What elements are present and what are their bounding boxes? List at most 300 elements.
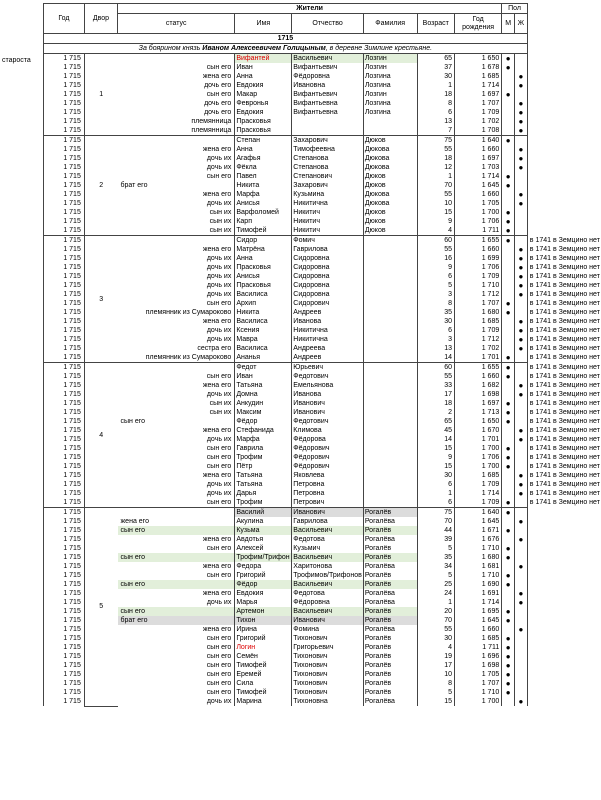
cell-fam [363, 453, 417, 462]
cell-fam: Рогалёв [363, 544, 417, 553]
cell-birth: 1 714 [455, 81, 502, 90]
cell-male: ● [502, 498, 515, 508]
cell-fam: Рогалёв [363, 607, 417, 616]
cell-male [502, 517, 515, 526]
cell-female: ● [515, 589, 528, 598]
cell-birth: 1 676 [455, 535, 502, 544]
table-row [44, 444, 601, 453]
cell-name: Ананья [235, 353, 292, 363]
cell-otch: Федотович [292, 417, 364, 426]
cell-status: жена его [120, 518, 149, 525]
cell-age: 3 [417, 290, 454, 299]
cell-male [502, 426, 515, 435]
cell-name: Ирина [235, 625, 292, 634]
cell-year: 1 715 [44, 208, 85, 217]
table-row [44, 72, 601, 81]
cell-age: 14 [417, 353, 454, 363]
cell-male: ● [502, 136, 515, 146]
cell-year: 1 715 [44, 625, 85, 634]
cell-note [527, 580, 601, 589]
cell-birth: 1 711 [455, 643, 502, 652]
cell-female: ● [515, 190, 528, 199]
cell-male: ● [502, 670, 515, 679]
table-row [44, 145, 601, 154]
residents-group-header: Жители [118, 4, 502, 14]
cell-note [527, 136, 601, 146]
cell-fam: Дюков [363, 181, 417, 190]
cell-age: 18 [417, 90, 454, 99]
cell-age: 5 [417, 281, 454, 290]
cell-female [515, 607, 528, 616]
cell-name: Федора [235, 562, 292, 571]
cell-note: в 1741 в Земцино нет [527, 236, 601, 246]
cell-male [502, 480, 515, 489]
cell-male [502, 263, 515, 272]
cell-fam: Рогалёва [363, 625, 417, 634]
cell-status: сестра его [197, 345, 232, 352]
cell-otch: Петрович [292, 498, 364, 508]
cell-status: сын его [206, 91, 232, 98]
cell-status: жена его [202, 318, 232, 325]
cell-dvor: 3 [84, 236, 117, 363]
cell-name: Трофим/Трифон [235, 553, 292, 562]
cell-fam: Лозгина [363, 81, 417, 90]
cell-age: 39 [417, 535, 454, 544]
cell-status: племянник из Сумароково [145, 354, 232, 361]
cell-year: 1 715 [44, 544, 85, 553]
cell-female: ● [515, 435, 528, 444]
cell-female: ● [515, 317, 528, 326]
cell-year: 1 715 [44, 607, 85, 616]
cell-year: 1 715 [44, 363, 85, 373]
cell-note [527, 688, 601, 697]
cell-age: 55 [417, 625, 454, 634]
table-row [44, 643, 601, 652]
sex-group-header: Пол [502, 4, 528, 14]
cell-note: в 1741 в Земцино нет [527, 489, 601, 498]
cell-name: Тихон [235, 616, 292, 625]
table-row [44, 245, 601, 254]
cell-male [502, 154, 515, 163]
cell-note [527, 526, 601, 535]
cell-birth: 1 640 [455, 136, 502, 146]
col-fam-header: Фамилия [363, 14, 417, 34]
cell-male [502, 589, 515, 598]
table-row [44, 154, 601, 163]
cell-female [515, 208, 528, 217]
cell-male [502, 326, 515, 335]
cell-note [527, 634, 601, 643]
cell-year: 1 715 [44, 652, 85, 661]
cell-birth: 1 707 [455, 299, 502, 308]
cell-birth: 1 698 [455, 390, 502, 399]
cell-status: сын его [206, 671, 232, 678]
cell-male: ● [502, 634, 515, 643]
table-row [44, 616, 601, 625]
cell-year: 1 715 [44, 308, 85, 317]
cell-note [527, 670, 601, 679]
cell-male: ● [502, 688, 515, 697]
cell-birth: 1 707 [455, 679, 502, 688]
cell-note: в 1741 в Земцино нет [527, 317, 601, 326]
cell-year: 1 715 [44, 661, 85, 670]
cell-name: Евдокия [235, 589, 292, 598]
cell-name: Варфоломей [235, 208, 292, 217]
cell-status: сын их [209, 209, 232, 216]
cell-status: дочь их [206, 490, 232, 497]
cell-male: ● [502, 408, 515, 417]
cell-name: Григорий [235, 634, 292, 643]
cell-female [515, 181, 528, 190]
cell-fam: Рогалёв [363, 661, 417, 670]
cell-otch: Андреев [292, 308, 364, 317]
cell-male: ● [502, 453, 515, 462]
cell-year: 1 715 [44, 399, 85, 408]
cell-name: Кузьма [235, 526, 292, 535]
cell-age: 75 [417, 136, 454, 146]
cell-birth: 1 660 [455, 245, 502, 254]
table-row [44, 181, 601, 190]
cell-name: Прасковья [235, 117, 292, 126]
cell-birth: 1 691 [455, 589, 502, 598]
table-row [44, 399, 601, 408]
cell-fam: Рогалёв [363, 553, 417, 562]
cell-year: 1 715 [44, 353, 85, 363]
cell-age: 12 [417, 163, 454, 172]
cell-fam: Дюков [363, 172, 417, 181]
col-year-header: Год [44, 4, 85, 34]
cell-status: жена его [202, 590, 232, 597]
cell-female [515, 661, 528, 670]
cell-age: 15 [417, 444, 454, 453]
cell-birth: 1 699 [455, 254, 502, 263]
cell-status: жена его [202, 146, 232, 153]
cell-otch: Ивановна [292, 81, 364, 90]
cell-male: ● [502, 553, 515, 562]
cell-male: ● [502, 643, 515, 652]
cell-otch: Фомич [292, 236, 364, 246]
cell-year: 1 715 [44, 199, 85, 208]
cell-fam [363, 426, 417, 435]
cell-age: 55 [417, 145, 454, 154]
cell-fam: Дюкова [363, 145, 417, 154]
cell-fam: Дюков [363, 217, 417, 226]
cell-note: в 1741 в Земцино нет [527, 308, 601, 317]
cell-status: дочь их [206, 264, 232, 271]
cell-name: Вифантей [235, 54, 292, 64]
cell-fam: Рогалёв [363, 571, 417, 580]
cell-male: ● [502, 54, 515, 64]
table-row [44, 453, 601, 462]
cell-dvor: 5 [84, 508, 117, 707]
cell-age: 30 [417, 634, 454, 643]
cell-birth: 1 695 [455, 607, 502, 616]
cell-fam [363, 489, 417, 498]
cell-otch: Фомина [292, 625, 364, 634]
cell-male [502, 199, 515, 208]
cell-name: Никита [235, 181, 292, 190]
cell-birth: 1 680 [455, 553, 502, 562]
cell-birth: 1 709 [455, 108, 502, 117]
cell-birth: 1 713 [455, 408, 502, 417]
cell-male: ● [502, 236, 515, 246]
cell-age: 8 [417, 679, 454, 688]
cell-female [515, 634, 528, 643]
cell-year: 1 715 [44, 562, 85, 571]
cell-otch: Степанова [292, 154, 364, 163]
cell-age: 5 [417, 688, 454, 697]
cell-name: Ксения [235, 326, 292, 335]
cell-otch: Андреева [292, 344, 364, 353]
cell-name: Тимофей [235, 226, 292, 236]
cell-female: ● [515, 390, 528, 399]
cell-female [515, 353, 528, 363]
cell-name: Татьяна [235, 381, 292, 390]
cell-birth: 1 696 [455, 652, 502, 661]
cell-otch: Никитич [292, 226, 364, 236]
cell-otch: Васильевич [292, 54, 364, 64]
cell-status: сын его [206, 445, 232, 452]
cell-age: 19 [417, 652, 454, 661]
cell-female [515, 616, 528, 625]
cell-year: 1 715 [44, 408, 85, 417]
cell-otch: Тихонович [292, 679, 364, 688]
cell-female [515, 571, 528, 580]
cell-birth: 1 706 [455, 453, 502, 462]
cell-year: 1 715 [44, 163, 85, 172]
cell-year: 1 715 [44, 281, 85, 290]
cell-otch: Кузьмина [292, 190, 364, 199]
cell-male: ● [502, 299, 515, 308]
table-row [44, 353, 601, 363]
cell-female [515, 63, 528, 72]
cell-status: дочь их [206, 336, 232, 343]
cell-status: дочь их [206, 155, 232, 162]
table-row [44, 480, 601, 489]
cell-note: в 1741 в Земцино нет [527, 344, 601, 353]
cell-fam: Рогалёва [363, 535, 417, 544]
cell-fam [363, 290, 417, 299]
cell-otch: Фёдорович [292, 462, 364, 471]
cell-year: 1 715 [44, 99, 85, 108]
table-row [44, 290, 601, 299]
cell-year: 1 715 [44, 679, 85, 688]
cell-otch: Сидорович [292, 299, 364, 308]
cell-age: 18 [417, 399, 454, 408]
table-row [44, 697, 601, 706]
cell-female [515, 679, 528, 688]
cell-male [502, 72, 515, 81]
cell-birth: 1 714 [455, 172, 502, 181]
cell-otch: Фёдорович [292, 444, 364, 453]
cell-note [527, 544, 601, 553]
cell-female: ● [515, 480, 528, 489]
cell-year: 1 715 [44, 190, 85, 199]
cell-age: 9 [417, 453, 454, 462]
cell-fam: Лозгин [363, 63, 417, 72]
cell-female [515, 54, 528, 64]
cell-fam: Дюкова [363, 199, 417, 208]
cell-name: Василиса [235, 344, 292, 353]
cell-name: Прасковья [235, 126, 292, 136]
cell-note: в 1741 в Земцино нет [527, 363, 601, 373]
cell-year: 1 715 [44, 553, 85, 562]
cell-age: 9 [417, 217, 454, 226]
cell-name: Макар [235, 90, 292, 99]
cell-fam: Рогалёв [363, 643, 417, 652]
table-row [44, 308, 601, 317]
cell-age: 6 [417, 480, 454, 489]
cell-fam: Лозгина [363, 108, 417, 117]
cell-note [527, 217, 601, 226]
cell-birth: 1 682 [455, 381, 502, 390]
cell-year: 1 715 [44, 517, 85, 526]
cell-otch: Федотович [292, 372, 364, 381]
cell-note [527, 126, 601, 136]
cell-birth: 1 685 [455, 634, 502, 643]
cell-year: 1 715 [44, 290, 85, 299]
cell-female [515, 399, 528, 408]
cell-note: в 1741 в Земцино нет [527, 444, 601, 453]
cell-male: ● [502, 652, 515, 661]
cell-age: 17 [417, 661, 454, 670]
cell-birth: 1 707 [455, 99, 502, 108]
cell-fam: Рогалёв [363, 688, 417, 697]
cell-fam: Рогалёва [363, 598, 417, 607]
table-row [44, 54, 601, 64]
cell-female [515, 670, 528, 679]
cell-name: Павел [235, 172, 292, 181]
cell-otch: Вифантьевич [292, 90, 364, 99]
cell-status: жена его [202, 73, 232, 80]
table-row [44, 462, 601, 471]
cell-birth: 1 671 [455, 526, 502, 535]
cell-male [502, 163, 515, 172]
cell-note: в 1741 в Земцино нет [527, 254, 601, 263]
cell-year: 1 715 [44, 670, 85, 679]
cell-fam [363, 408, 417, 417]
cell-otch: Петровна [292, 480, 364, 489]
cell-status: жена его [202, 563, 232, 570]
cell-note [527, 226, 601, 236]
cell-status: сын его [120, 418, 146, 425]
cell-note: в 1741 в Земцино нет [527, 498, 601, 508]
cell-age: 14 [417, 435, 454, 444]
cell-age: 9 [417, 263, 454, 272]
cell-birth: 1 700 [455, 697, 502, 706]
cell-otch: Фёдорович [292, 453, 364, 462]
cell-name: Мавра [235, 335, 292, 344]
table-row [44, 63, 601, 72]
cell-note [527, 571, 601, 580]
table-row [44, 508, 601, 518]
cell-status [118, 54, 235, 64]
cell-name: Григорий [235, 571, 292, 580]
cell-age: 70 [417, 181, 454, 190]
cell-status: племянница [191, 127, 232, 134]
cell-name: Тимофей [235, 688, 292, 697]
cell-note [527, 661, 601, 670]
table-row [44, 317, 601, 326]
cell-birth: 1 714 [455, 489, 502, 498]
cell-otch: Тихонович [292, 688, 364, 697]
cell-age: 10 [417, 199, 454, 208]
cell-fam: Рогалёв [363, 670, 417, 679]
cell-birth: 1 711 [455, 226, 502, 236]
cell-fam [363, 353, 417, 363]
cell-year: 1 715 [44, 90, 85, 99]
cell-year: 1 715 [44, 245, 85, 254]
table-row [44, 408, 601, 417]
cell-name: Артемон [235, 607, 292, 616]
cell-age: 34 [417, 562, 454, 571]
cell-status: жена его [202, 246, 232, 253]
cell-female: ● [515, 489, 528, 498]
cell-year: 1 715 [44, 326, 85, 335]
cell-name: Евдокия [235, 81, 292, 90]
cell-name: Анна [235, 254, 292, 263]
cell-year: 1 715 [44, 480, 85, 489]
cell-status: дочь их [206, 391, 232, 398]
cell-female [515, 688, 528, 697]
cell-status: сын его [206, 572, 232, 579]
cell-note: в 1741 в Земцино нет [527, 390, 601, 399]
cell-female [515, 226, 528, 236]
cell-fam: Рогалёв [363, 679, 417, 688]
cell-year: 1 715 [44, 634, 85, 643]
cell-status: дочь их [206, 255, 232, 262]
cell-fam [363, 236, 417, 246]
cell-status: дочь его [204, 109, 232, 116]
cell-fam: Дюкова [363, 190, 417, 199]
table-row [44, 126, 601, 136]
table-row [44, 652, 601, 661]
cell-male: ● [502, 679, 515, 688]
cell-female [515, 363, 528, 373]
cell-fam: Рогалёва [363, 589, 417, 598]
cell-female: ● [515, 426, 528, 435]
cell-year: 1 715 [44, 117, 85, 126]
cell-male [502, 245, 515, 254]
cell-note [527, 679, 601, 688]
cell-note: в 1741 в Земцино нет [527, 480, 601, 489]
cell-note [527, 697, 601, 706]
cell-note [527, 108, 601, 117]
table-row [44, 526, 601, 535]
cell-birth: 1 690 [455, 580, 502, 589]
cell-status: сын его [118, 526, 235, 535]
cell-male: ● [502, 417, 515, 426]
cell-otch: Никитична [292, 335, 364, 344]
cell-otch: Григорьевич [292, 643, 364, 652]
cell-birth: 1 650 [455, 417, 502, 426]
cell-note [527, 54, 601, 64]
cell-male: ● [502, 172, 515, 181]
cell-name: Степан [235, 136, 292, 146]
cell-status: дочь их [206, 200, 232, 207]
cell-status: племянница [191, 118, 232, 125]
cell-name: Фёкла [235, 163, 292, 172]
cell-fam: Рогалёв [363, 616, 417, 625]
cell-status: дочь их [206, 436, 232, 443]
cell-birth: 1 660 [455, 372, 502, 381]
cell-fam [363, 254, 417, 263]
cell-status: сын его [206, 662, 232, 669]
cell-female: ● [515, 535, 528, 544]
table-row [44, 562, 601, 571]
cell-fam: Лозгина [363, 99, 417, 108]
cell-male [502, 335, 515, 344]
